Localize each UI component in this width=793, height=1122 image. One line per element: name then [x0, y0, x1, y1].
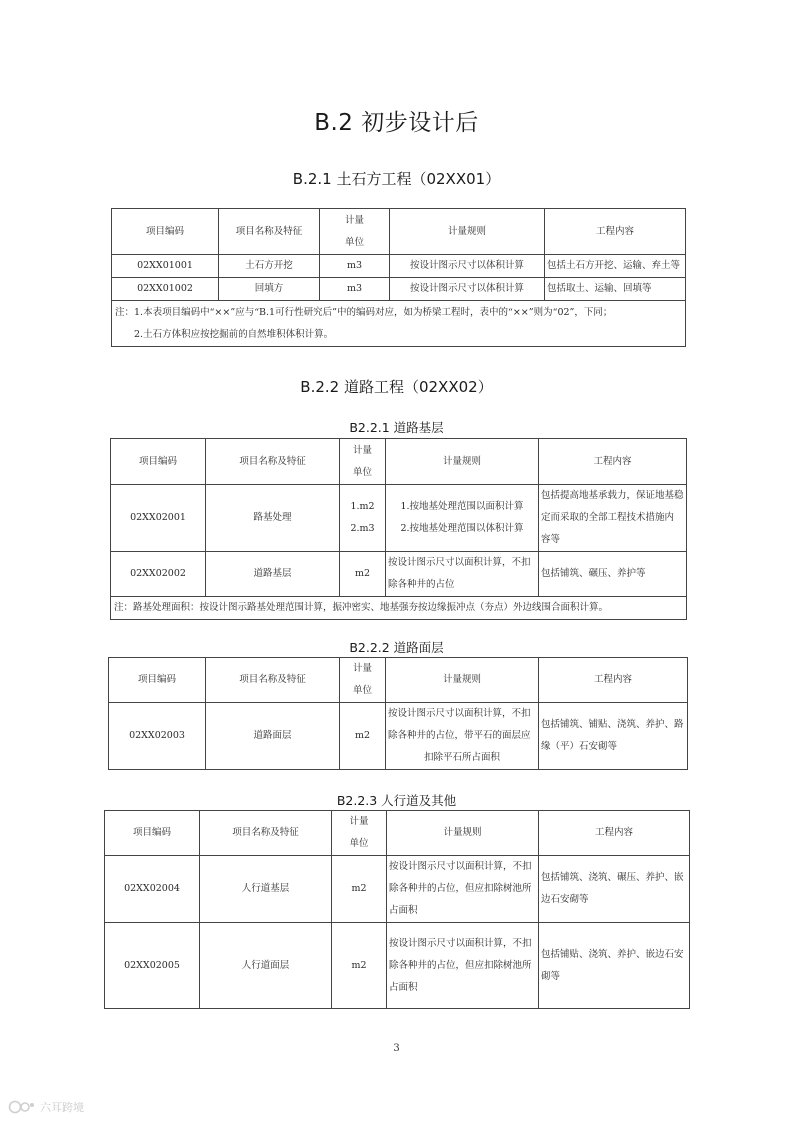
table-note: 注：1.本表项目编码中“××”应与“B.1可行性研究后”中的编码对应，如为桥梁工程时，表中的“××”则为“02”，下同； 2.土石方体积应按挖掘前的自然堆积体积计算。: [112, 301, 686, 347]
header-content: 工程内容: [539, 439, 687, 485]
cell-name: 土石方开挖: [219, 255, 320, 278]
header-unit: 计量 单位: [332, 811, 387, 856]
cell-unit: m3: [320, 278, 390, 301]
header-unit: 计量 单位: [340, 439, 386, 485]
road-surface-table: [108, 657, 688, 770]
cell-unit: 1.m2 2.m3: [340, 485, 386, 552]
cell-content: 包括铺筑、铺贴、浇筑、养护、路 缘（平）石安砌等: [539, 703, 688, 770]
cell-rule: 按设计图示尺寸以面积计算，不扣 除各种井的占位，但应扣除树池所 占面积: [387, 923, 539, 1009]
table-note: 注：路基处理面积：按设计图示路基处理范围计算，振冲密实、地基强夯按边缘振冲点（夯点）外边线围合面积计算。: [111, 597, 687, 620]
cell-unit: m2: [340, 703, 386, 770]
cell-content: 包括铺贴、浇筑、养护、嵌边石安 砌等: [539, 923, 690, 1009]
cell-content: 包括铺筑、碾压、养护等: [539, 552, 687, 597]
header-content: 工程内容: [545, 209, 686, 255]
header-code: 项目编码: [105, 811, 200, 856]
cell-name: 道路面层: [206, 703, 340, 770]
header-unit: 计量 单位: [320, 209, 390, 255]
page-number: 3: [393, 1043, 400, 1054]
table-row: [111, 552, 687, 597]
cell-rule: 按设计图示尺寸以面积计算，不扣 除各种井的占位: [386, 552, 539, 597]
cell-name: 人行道面层: [200, 923, 332, 1009]
table-header-row: [111, 439, 687, 485]
cell-content: 包括提高地基承载力，保证地基稳 定而采取的全部工程技术措施内 容等: [539, 485, 687, 552]
cell-rule: 按设计图示尺寸以面积计算，不扣 除各种井的占位，但应扣除树池所 占面积: [387, 856, 539, 923]
cell-unit: m2: [332, 923, 387, 1009]
cell-code: 02XX02005: [105, 923, 200, 1009]
table-row: [112, 278, 686, 301]
cell-name: 回填方: [219, 278, 320, 301]
cell-code: 02XX02004: [105, 856, 200, 923]
subsection-heading-road-surface: B2.2.2 道路面层: [349, 640, 444, 655]
cell-content: 包括土石方开挖、运输、弃土等: [545, 255, 686, 278]
cell-rule: 按设计图示尺寸以体积计算: [390, 278, 545, 301]
table-row: [112, 255, 686, 278]
cell-rule: 按设计图示尺寸以面积计算，不扣 除各种井的占位，带平石的面层应 扣除平石所占面积: [386, 703, 539, 770]
table-row: [105, 856, 690, 923]
header-content: 工程内容: [539, 658, 688, 703]
header-rule: 计量规则: [386, 658, 539, 703]
page-title: B.2 初步设计后: [314, 110, 479, 136]
header-name: 项目名称及特征: [219, 209, 320, 255]
table-note-row: [111, 597, 687, 620]
table-row: [109, 703, 688, 770]
table-header-row: [105, 811, 690, 856]
header-name: 项目名称及特征: [200, 811, 332, 856]
cell-code: 02XX02001: [111, 485, 206, 552]
earthwork-table: [111, 208, 686, 347]
watermark-text: 六耳跨境: [40, 1101, 84, 1114]
cell-unit: m2: [340, 552, 386, 597]
table-header-row: [112, 209, 686, 255]
header-content: 工程内容: [539, 811, 690, 856]
table-row: [105, 923, 690, 1009]
subsection-heading-sidewalk: B2.2.3 人行道及其他: [336, 793, 457, 808]
sidewalk-table: [104, 810, 690, 1009]
cell-code: 02XX02003: [109, 703, 206, 770]
header-rule: 计量规则: [387, 811, 539, 856]
header-unit: 计量 单位: [340, 658, 386, 703]
cell-name: 路基处理: [206, 485, 340, 552]
section-heading-earthwork: B.2.1 土石方工程（02XX01）: [292, 170, 501, 188]
header-name: 项目名称及特征: [206, 658, 340, 703]
watermark: [8, 1097, 128, 1117]
cell-code: 02XX02002: [111, 552, 206, 597]
header-code: 项目编码: [112, 209, 219, 255]
cell-content: 包括铺筑、浇筑、碾压、养护、嵌 边石安砌等: [539, 856, 690, 923]
header-code: 项目编码: [109, 658, 206, 703]
watermark-logo-icon: [8, 1099, 36, 1115]
table-row: [111, 485, 687, 552]
cell-name: 道路基层: [206, 552, 340, 597]
cell-content: 包括取土、运输、回填等: [545, 278, 686, 301]
cell-rule: 按设计图示尺寸以体积计算: [390, 255, 545, 278]
header-rule: 计量规则: [390, 209, 545, 255]
cell-code: 02XX01001: [112, 255, 219, 278]
cell-code: 02XX01002: [112, 278, 219, 301]
table-header-row: [109, 658, 688, 703]
header-rule: 计量规则: [386, 439, 539, 485]
header-name: 项目名称及特征: [206, 439, 340, 485]
cell-name: 人行道基层: [200, 856, 332, 923]
cell-unit: m3: [320, 255, 390, 278]
subsection-heading-road-base: B2.2.1 道路基层: [349, 420, 444, 435]
road-base-table: [110, 438, 687, 620]
section-heading-road: B.2.2 道路工程（02XX02）: [300, 378, 493, 396]
table-note-row: [112, 301, 686, 347]
cell-unit: m2: [332, 856, 387, 923]
header-code: 项目编码: [111, 439, 206, 485]
cell-rule: 1.按地基处理范围以面积计算 2.按地基处理范围以体积计算: [386, 485, 539, 552]
